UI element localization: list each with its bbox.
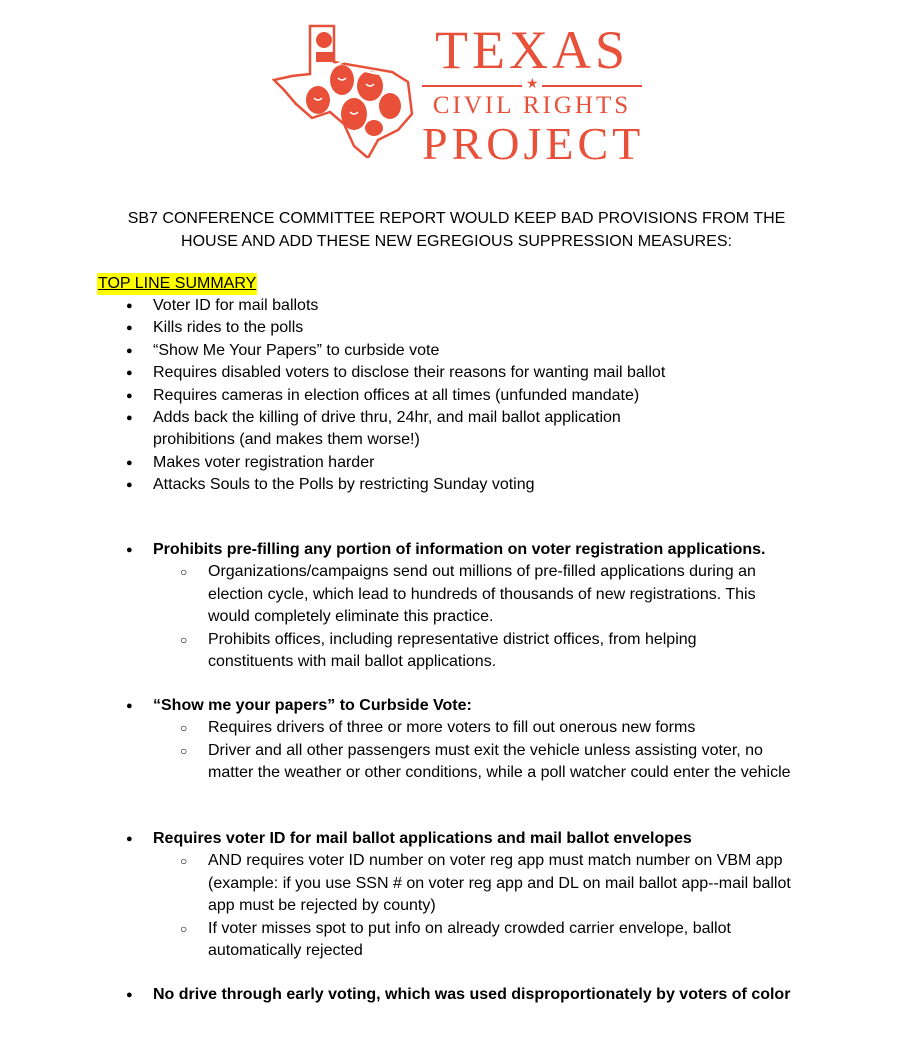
list-item: ● Requires disabled voters to disclose their reasons for wanting mail ballot: [0, 362, 800, 384]
sub-item: ○ Requires drivers of three or more voters to fill out onerous new forms: [0, 717, 820, 739]
heading-line-2: HOUSE AND ADD THESE NEW EGREGIOUS SUPPRESSION MEASURES:: [181, 233, 732, 250]
sub-item: ○ If voter misses spot to put info on already crowded carrier envelope, ballot automatically rejected: [180, 919, 731, 960]
list-item: ● Voter ID for mail ballots: [0, 295, 800, 317]
logo-wordmark: [422, 18, 645, 169]
circle-bullet-icon: ○: [180, 632, 188, 647]
bullet-icon: ●: [126, 989, 133, 1001]
bullet-icon: ●: [126, 456, 133, 469]
logo-project-text: PROJECT: [422, 118, 645, 169]
section-title: ● “Show me your papers” to Curbside Vote:: [0, 695, 820, 717]
circle-bullet-icon: ○: [180, 854, 188, 869]
logo-star-icon: ★: [526, 77, 539, 92]
bullet-icon: ●: [126, 344, 133, 357]
bullet-icon: ●: [126, 389, 133, 402]
bullet-icon: ●: [126, 479, 133, 492]
section-prefilling: [0, 539, 820, 673]
bullet-icon: ●: [126, 367, 133, 380]
list-item: ● Attacks Souls to the Polls by restricting Sunday voting: [0, 474, 800, 496]
list-item: ● Adds back the killing of drive thru, 24hr, and mail ballot application prohibitions (and makes them worse!): [126, 409, 621, 449]
list-item: ● “Show Me Your Papers” to curbside vote: [0, 340, 800, 362]
section-curbside: [0, 695, 820, 785]
summary-title: TOP LINE SUMMARY: [97, 273, 257, 295]
circle-bullet-icon: ○: [180, 565, 188, 580]
logo-rule: [422, 77, 642, 92]
circle-bullet-icon: ○: [180, 721, 188, 736]
logo-civil-rights-text: CIVIL RIGHTS: [432, 92, 632, 119]
sub-item: ○ Prohibits offices, including representative district offices, from helping constituents with mail ballot applications.: [180, 630, 697, 671]
bullet-icon: ●: [126, 833, 133, 845]
bullet-icon: ●: [126, 700, 133, 712]
summary-list: [0, 295, 800, 497]
document-heading: [0, 207, 913, 253]
list-item: ● Makes voter registration harder: [0, 452, 800, 474]
texas-map-illustration-icon: [272, 18, 432, 158]
circle-bullet-icon: ○: [180, 921, 188, 936]
heading-line-1: SB7 CONFERENCE COMMITTEE REPORT WOULD KEEP BAD PROVISIONS FROM THE: [127, 210, 786, 227]
section-title: ● No drive through early voting, which was used disproportionately by voters of color: [0, 984, 800, 1006]
logo-texas-text: TEXAS: [435, 20, 629, 80]
section-title: ● Requires voter ID for mail ballot applications and mail ballot envelopes: [0, 828, 820, 850]
sub-item: ○ AND requires voter ID number on voter reg app must match number on VBM app (example: if you use SSN # on voter reg app and DL on mail ballot app--mail ballot app must be rejected by county): [180, 852, 791, 915]
section-title: ● Prohibits pre-filling any portion of information on voter registration applications.: [0, 539, 820, 561]
section-drive-through: [0, 984, 800, 1006]
bullet-icon: ●: [126, 300, 133, 312]
section-voter-id: [0, 828, 820, 962]
texas-civil-rights-project-logo: [272, 18, 645, 169]
bullet-icon: ●: [126, 322, 133, 335]
sub-item: ○ Organizations/campaigns send out millions of pre-filled applications during an election cycle, which lead to hundreds of thousands of new registrations. This would completely eliminate this practice.: [180, 563, 756, 626]
bullet-icon: ●: [126, 412, 133, 425]
bullet-icon: ●: [126, 544, 133, 556]
sub-item: ○ Driver and all other passengers must exit the vehicle unless assisting voter, no matter the weather or other conditions, while a poll watcher could enter the vehicle: [180, 741, 791, 782]
list-item: ● Kills rides to the polls: [0, 317, 800, 339]
circle-bullet-icon: ○: [180, 743, 188, 758]
list-item: ● Requires cameras in election offices at all times (unfunded mandate): [0, 385, 800, 407]
